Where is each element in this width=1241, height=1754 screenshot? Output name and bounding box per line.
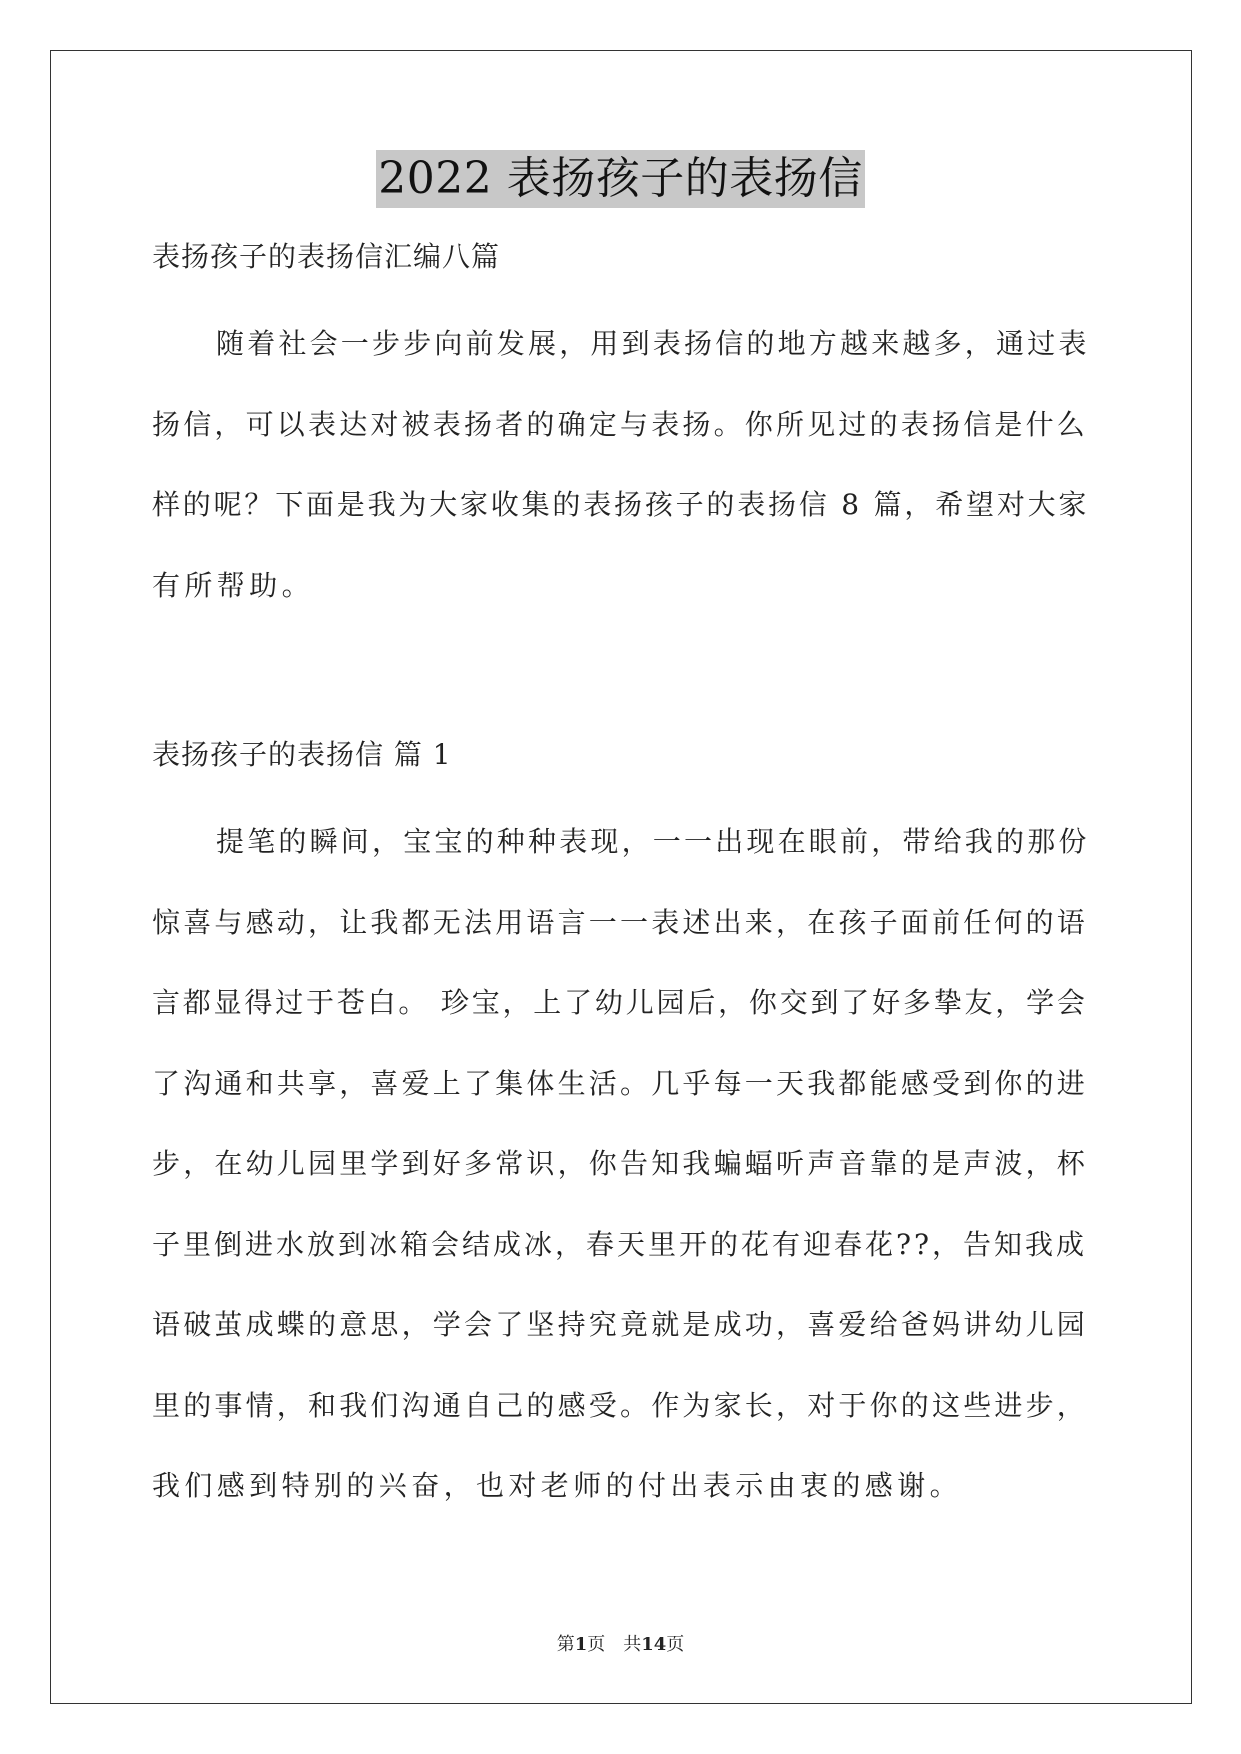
intro-line: 随着社会一步步向前发展，用到表扬信的地方越来越多，通过表 (216, 327, 1090, 360)
body-line: 了沟通和共享，喜爱上了集体生活。几乎每一天我都能感受到你的进 (152, 1066, 1089, 1100)
body-line: 语破茧成蝶的意思，学会了坚持究竟就是成功，喜爱给爸妈讲幼儿园 (152, 1308, 1089, 1341)
total-suffix: 页 (666, 1634, 685, 1655)
body-line: 子里倒进水放到冰箱会结成冰，春天里开的花有迎春花??，告知我成 (152, 1227, 1088, 1261)
total-prefix: 共 (623, 1634, 642, 1655)
body-paragraph (152, 802, 1092, 1527)
body-line: 言都显得过于苍白。 珍宝，上了幼儿园后，你交到了好多挚友，学会 (152, 986, 1088, 1019)
intro-line: 样的呢？下面是我为大家收集的表扬孩子的表扬信 8 篇，希望对大家 (152, 488, 1090, 521)
title-container (0, 150, 1241, 208)
document-title: 2022 表扬孩子的表扬信 (376, 150, 864, 208)
intro-paragraph (152, 304, 1092, 626)
document-body (152, 237, 1092, 1527)
page-footer (0, 1630, 1241, 1656)
body-line: 我们感到特别的兴奋，也对老师的付出表示由衷的感谢。 (152, 1469, 963, 1502)
body-line: 里的事情，和我们沟通自己的感受。作为家长，对于你的这些进步， (152, 1388, 1089, 1422)
page-current: 1 (574, 1634, 588, 1655)
body-line: 步，在幼儿园里学到好多常识，你告知我蝙蝠听声音靠的是声波，杯 (152, 1147, 1089, 1180)
document-subtitle: 表扬孩子的表扬信汇编八篇 (152, 240, 501, 273)
body-line: 惊喜与感动，让我都无法用语言一一表述出来，在孩子面前任何的语 (152, 905, 1089, 939)
intro-line: 有所帮助。 (152, 568, 315, 602)
page-prefix: 第 (556, 1634, 575, 1655)
intro-line: 扬信，可以表达对被表扬者的确定与表扬。你所见过的表扬信是什么 (152, 407, 1089, 441)
section-heading: 表扬孩子的表扬信 篇 1 (152, 738, 452, 771)
page-total: 14 (641, 1634, 667, 1655)
body-line: 提笔的瞬间，宝宝的种种表现，一一出现在眼前，带给我的那份 (216, 825, 1090, 858)
page-suffix: 页 (587, 1634, 606, 1655)
